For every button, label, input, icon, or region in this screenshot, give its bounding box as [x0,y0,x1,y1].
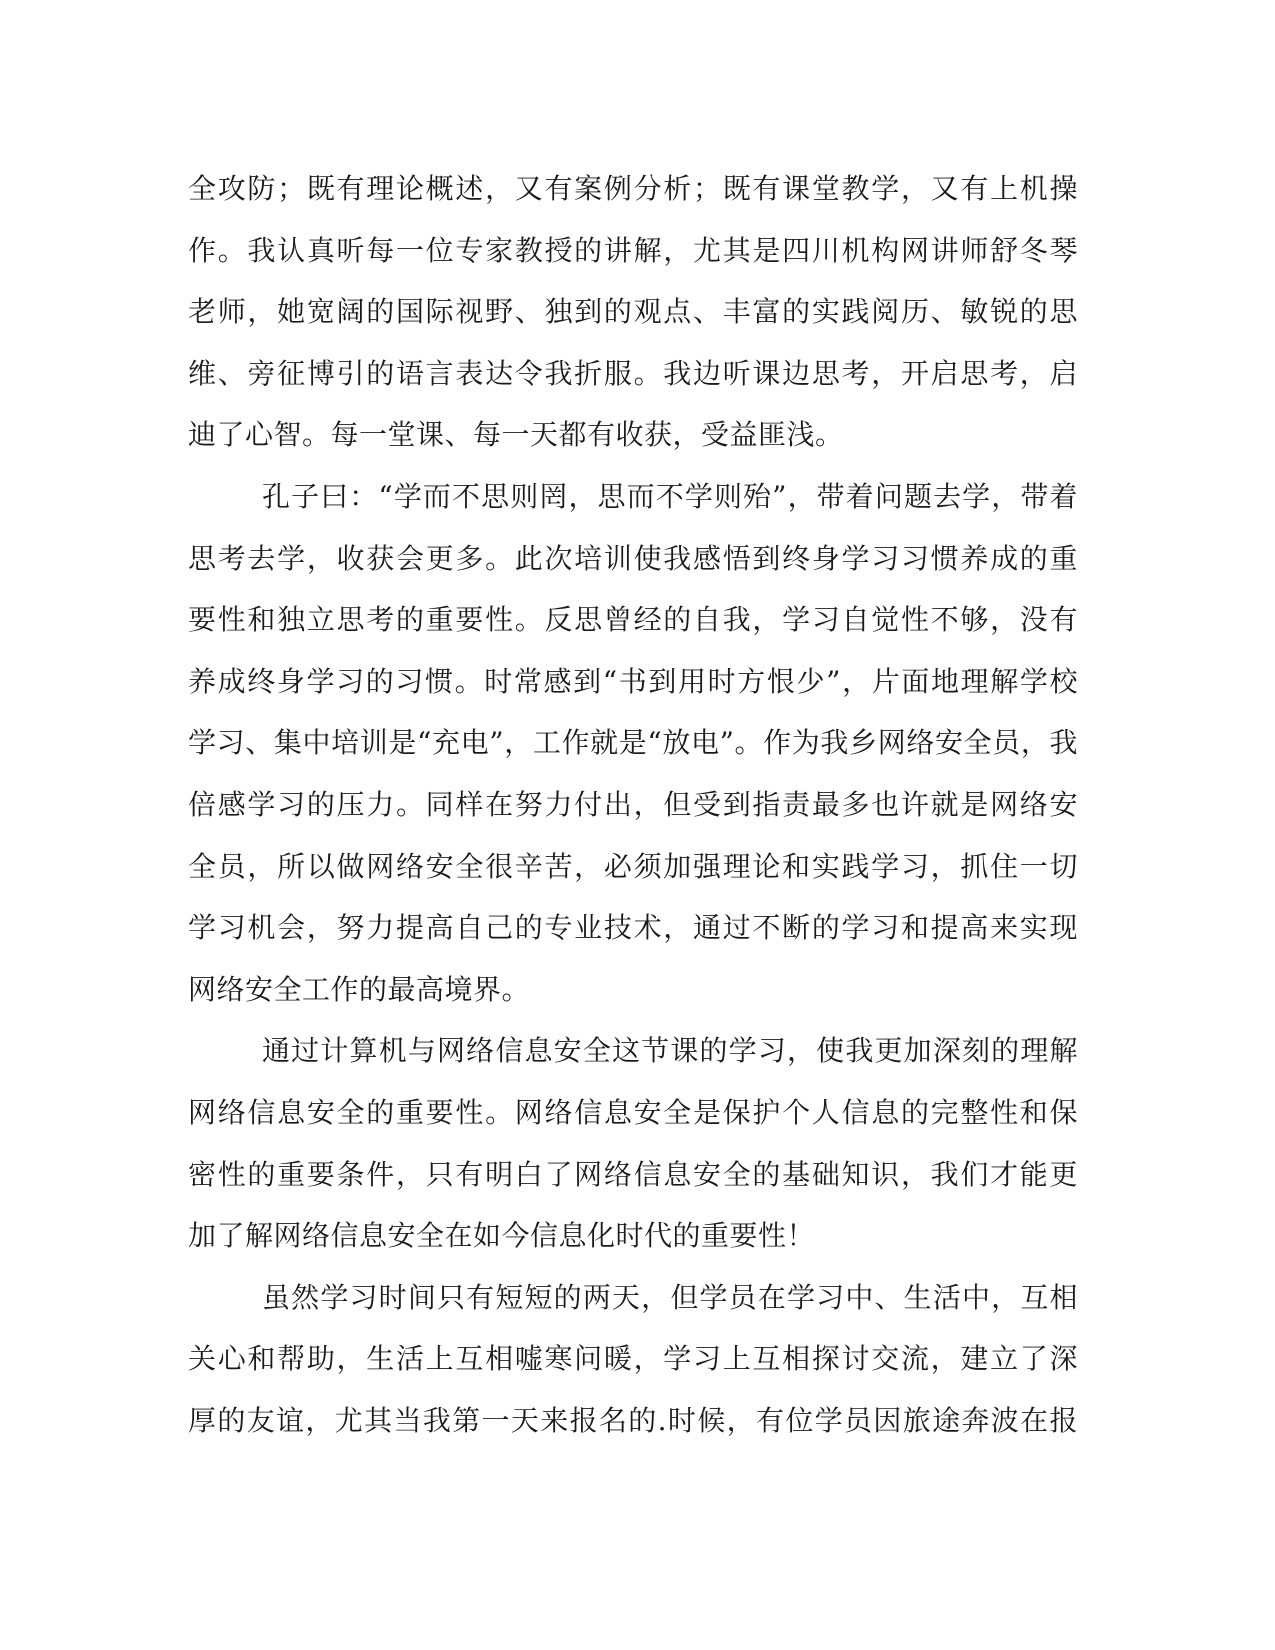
text-line: 倍感学习的压力。同样在努力付出，但受到指责最多也许就是网络安 [188,787,1078,821]
paragraph-2 [188,466,1078,1020]
text-line: 加了解网络信息安全在如今信息化时代的重要性！ [188,1219,816,1253]
text-line: 全攻防；既有理论概述，又有案例分析；既有课堂教学，又有上机操 [188,172,1078,205]
text-line: 作。我认真听每一位专家教授的讲解，尤其是四川机构网讲师舒冬琴 [188,233,1078,267]
paragraph-4 [188,1267,1078,1452]
text-line: 老师，她宽阔的国际视野、独到的观点、丰富的实践阅历、敏锐的思 [188,295,1078,329]
text-line: 关心和帮助，生活上互相嘘寒问暖，学习上互相探讨交流，建立了深 [188,1342,1078,1376]
text-line: 网络信息安全的重要性。网络信息安全是保护个人信息的完整性和保 [188,1095,1078,1129]
text-line: 要性和独立思考的重要性。反思曾经的自我，学习自觉性不够，没有 [188,603,1078,637]
text-line: 网络安全工作的最高境界。 [188,972,531,1006]
text-line: 孔子曰：“学而不思则罔，思而不学则殆”，带着问题去学，带着 [262,479,1078,513]
text-line: 通过计算机与网络信息安全这节课的学习，使我更加深刻的理解 [262,1034,1078,1068]
text-line: 学习机会，努力提高自己的专业技术，通过不断的学习和提高来实现 [188,911,1078,945]
text-line: 思考去学，收获会更多。此次培训使我感悟到终身学习习惯养成的重 [188,541,1078,575]
text-line: 学习、集中培训是“充电”，工作就是“放电”。作为我乡网络安全员，我 [188,726,1078,760]
text-line: 全员，所以做网络安全很辛苦，必须加强理论和实践学习，抓住一切 [188,849,1078,883]
body-text [188,158,1078,1451]
text-line: 迪了心智。每一堂课、每一天都有收获，受益匪浅。 [188,418,844,452]
text-line: 养成终身学习的习惯。时常感到“书到用时方恨少”，片面地理解学校 [188,664,1078,698]
text-line: 虽然学习时间只有短短的两天，但学员在学习中、生活中，互相 [262,1280,1078,1314]
paragraph-3 [188,1020,1078,1266]
text-line: 维、旁征博引的语言表达令我折服。我边听课边思考，开启思考，启 [188,356,1078,390]
text-line: 密性的重要条件，只有明白了网络信息安全的基础知识，我们才能更 [188,1157,1078,1191]
paragraph-1 [188,158,1078,466]
text-line: 厚的友谊，尤其当我第一天来报名的.时候，有位学员因旅途奔波在报 [188,1403,1078,1437]
